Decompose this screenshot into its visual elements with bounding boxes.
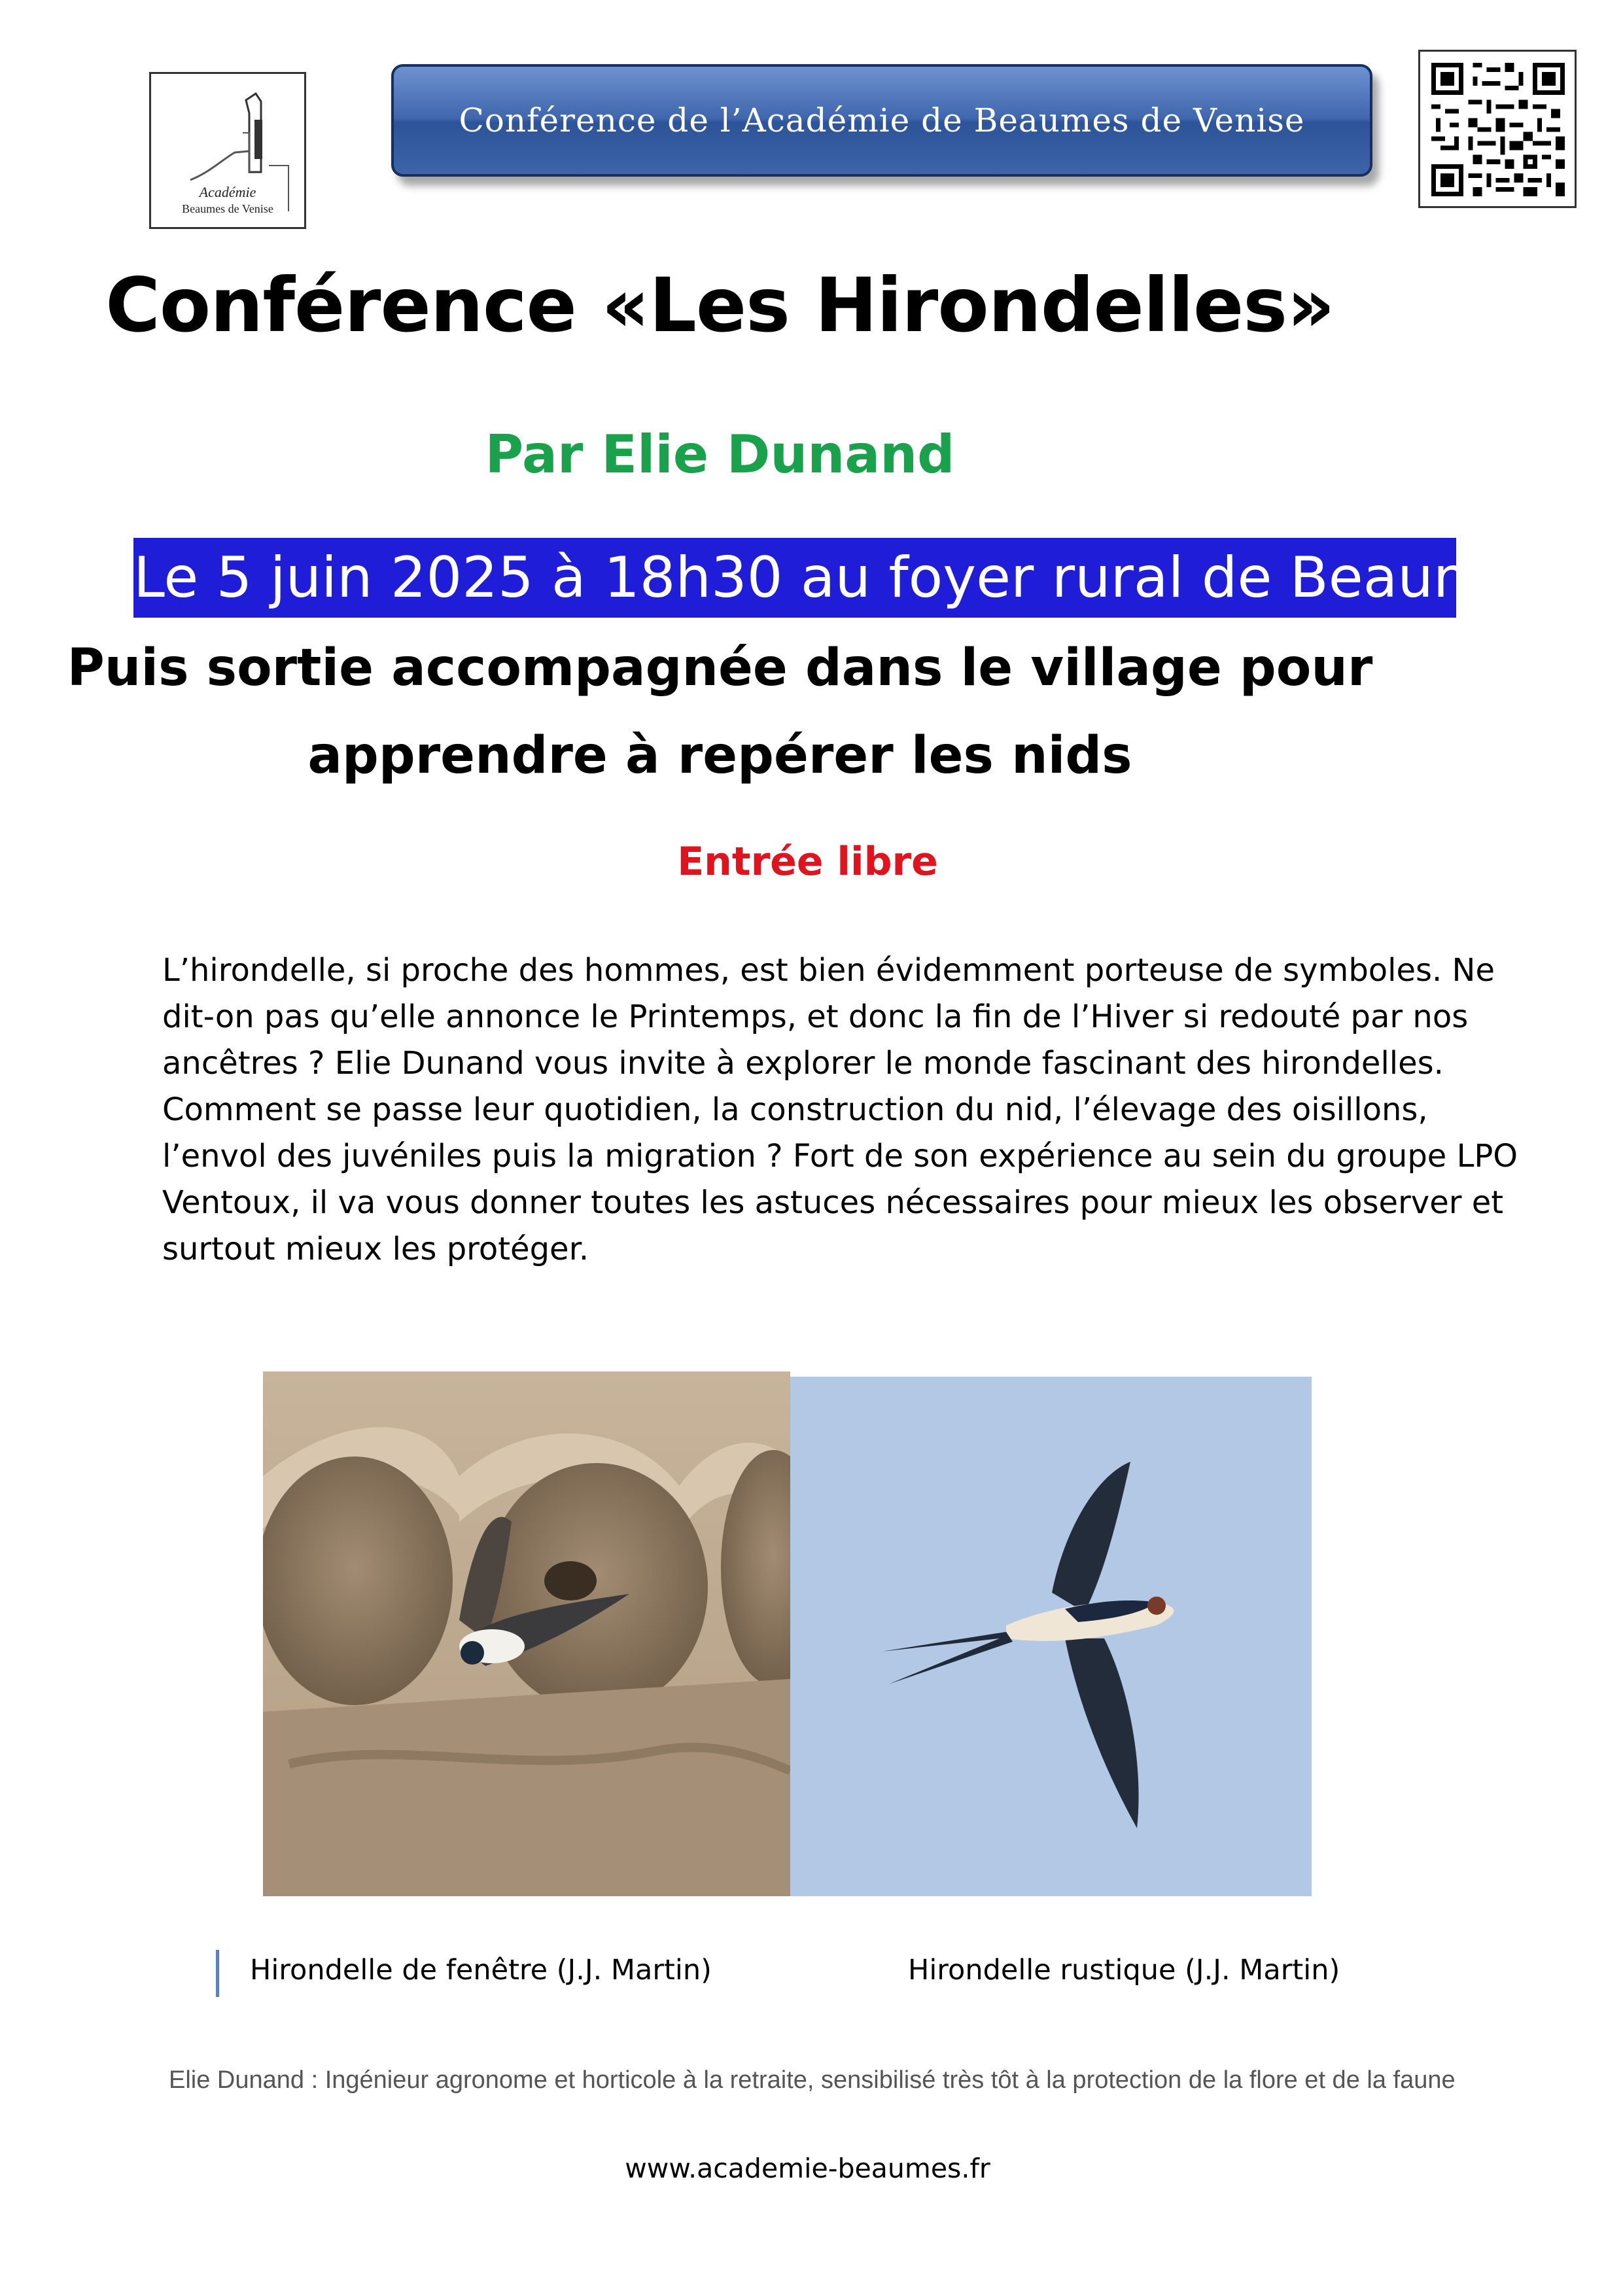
header-banner [391,64,1372,177]
photo-caption-barn-swallow: Hirondelle rustique (J.J. Martin) [908,1954,1340,1987]
logo-title: Académie [199,184,256,200]
barn-swallow-photo [790,1377,1312,1896]
caption-divider [216,1950,219,1997]
qr-code-icon [1418,50,1577,208]
description-paragraph: L’hirondelle, si proche des hommes, est bien évidemment porteuse de symboles. Ne dit-on pas qu’elle annonce le Printemps, et donc la fin de l’Hiver si redouté par nos ancêtres ? Elie Dunand vous invite à explorer le monde fascinant des hirondelles. Comment se passe leur quotidien, la construction du nid, l’élevage des oisillons, l’envol des juvéniles puis la migration ? Fort de son expérience au sein du groupe LPO Ventoux, il va vous donner toutes les astuces nécessaires pour mieux les observer et surtout mieux les protéger. [162,952,1518,1267]
photo-caption-house-martin: Hirondelle de fenêtre (J.J. Martin) [250,1954,712,1987]
speaker-name: Par Elie Dunand [485,424,955,485]
house-martin-photo [263,1371,790,1896]
speaker-bio: Elie Dunand : Ingénieur agronome et horticole à la retraite, sensibilisé très tôt à la protection de la flore et de la faune [169,2066,1456,2094]
outing-line-2: apprendre à repérer les nids [307,726,1132,785]
date-location-banner: Le 5 juin 2025 à 18h30 au foyer rural de Beaumes [133,538,1456,618]
website-link[interactable]: www.academie-beaumes.fr [625,2153,990,2184]
academie-logo [149,72,306,229]
banner-text: Conférence de l’Académie de Beaumes de Venise [459,101,1305,139]
logo-subtitle: Beaumes de Venise [182,202,273,215]
conference-title: Conférence «Les Hirondelles» [105,262,1335,349]
entry-free-notice: Entrée libre [677,839,938,885]
outing-line-1: Puis sortie accompagnée dans le village pour [67,639,1373,698]
